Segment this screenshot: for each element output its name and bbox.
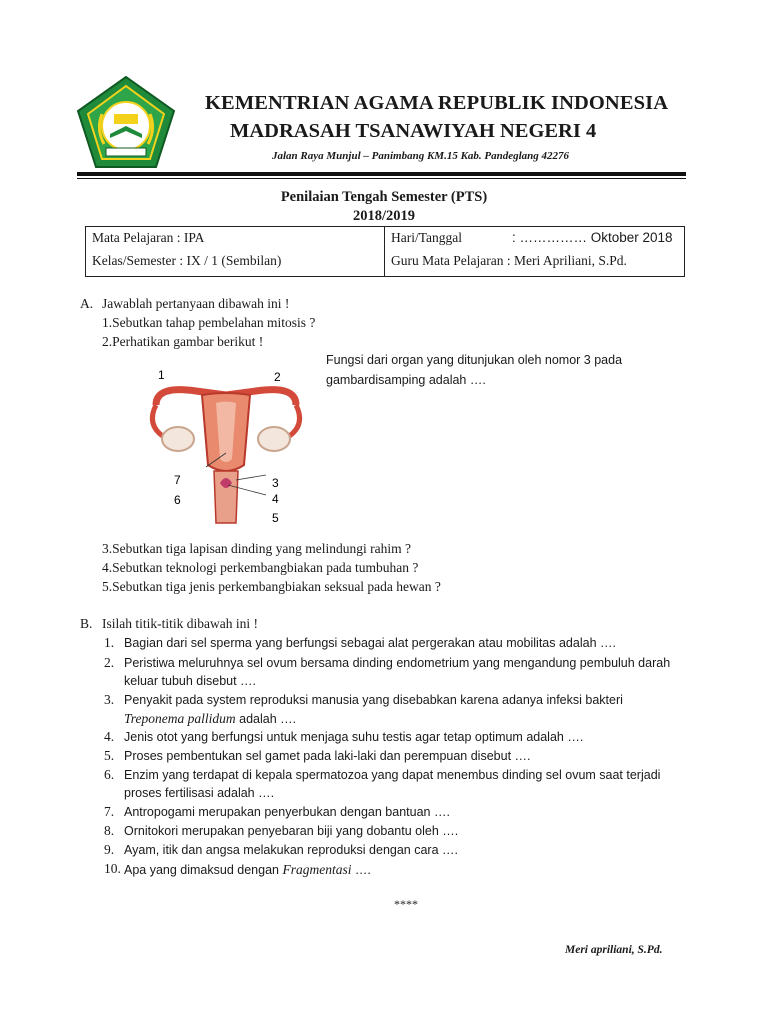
question-a5: 5.Sebutkan tiga jenis perkembangbiakan seksual pada hewan ? bbox=[102, 579, 441, 594]
question-a1: 1.Sebutkan tahap pembelahan mitosis ? bbox=[102, 315, 316, 330]
ministry-heading: KEMENTRIAN AGAMA REPUBLIK INDONESIA bbox=[205, 92, 669, 114]
item-b2-number: 2. bbox=[104, 655, 115, 670]
day-value-cell: : …………… Oktober 2018 bbox=[512, 230, 673, 245]
item-b9-number: 9. bbox=[104, 842, 115, 857]
figure-label-1: 1 bbox=[158, 368, 165, 382]
school-heading: MADRASAH TSANAWIYAH NEGERI 4 bbox=[230, 120, 597, 142]
day-label-cell: Hari/Tanggal bbox=[391, 230, 463, 245]
teacher-cell: Guru Mata Pelajaran : Meri Apriliani, S.Pd. bbox=[391, 253, 627, 268]
uterus-figure bbox=[136, 355, 316, 531]
item-b3-species: Treponema pallidum bbox=[124, 711, 236, 726]
exam-info-table bbox=[85, 226, 685, 277]
item-b1-number: 1. bbox=[104, 635, 115, 650]
uterus-illustration bbox=[136, 355, 316, 531]
table-divider bbox=[384, 227, 385, 276]
exam-year: 2018/2019 bbox=[352, 208, 416, 224]
item-b3-suffix: adalah …. bbox=[235, 712, 297, 726]
section-a-letter: A. bbox=[80, 296, 94, 311]
question-a2-text-1: Fungsi dari organ yang ditunjukan oleh nomor 3 pada bbox=[326, 353, 623, 367]
item-b7-number: 7. bbox=[104, 804, 115, 819]
section-b-instruction: Isilah titik-titik dibawah ini ! bbox=[102, 616, 258, 631]
school-address: Jalan Raya Munjul – Panimbang KM.15 Kab. Pandeglang 42276 bbox=[272, 150, 570, 162]
item-b4-text: Jenis otot yang berfungsi untuk menjaga suhu testis agar tetap optimum adalah …. bbox=[124, 730, 584, 744]
figure-label-6: 6 bbox=[174, 493, 181, 507]
header-rule-thick bbox=[77, 172, 686, 176]
end-marker: **** bbox=[394, 897, 418, 911]
subject-cell: Mata Pelajaran : IPA bbox=[92, 230, 205, 245]
question-a2-text-2: gambardisamping adalah …. bbox=[326, 373, 486, 387]
figure-label-5: 5 bbox=[272, 511, 279, 525]
item-b1-text: Bagian dari sel sperma yang berfungsi sebagai alat pergerakan atau mobilitas adalah …. bbox=[124, 636, 616, 650]
question-a3: 3.Sebutkan tiga lapisan dinding yang melindungi rahim ? bbox=[102, 541, 411, 556]
item-b3-number: 3. bbox=[104, 692, 115, 707]
item-b6-text-cont: proses fertilisasi adalah …. bbox=[124, 786, 275, 800]
item-b3-text: Penyakit pada system reproduksi manusia yang disebabkan karena adanya infeksi bakteri bbox=[124, 693, 623, 707]
figure-label-2: 2 bbox=[274, 370, 281, 384]
item-b5-text: Proses pembentukan sel gamet pada laki-laki dan perempuan disebut …. bbox=[124, 749, 531, 763]
item-b3-text-cont bbox=[124, 711, 296, 727]
item-b4-number: 4. bbox=[104, 729, 115, 744]
item-b10-text bbox=[124, 862, 371, 878]
item-b2-text: Peristiwa meluruhnya sel ovum bersama dinding endometrium yang mengandung pembuluh darah bbox=[124, 656, 671, 670]
teacher-signature: Meri apriliani, S.Pd. bbox=[565, 944, 663, 956]
question-a2: 2.Perhatikan gambar berikut ! bbox=[102, 334, 264, 349]
section-b-letter: B. bbox=[80, 616, 93, 631]
item-b5-number: 5. bbox=[104, 748, 115, 763]
item-b10-prefix: Apa yang dimaksud dengan bbox=[124, 863, 283, 877]
item-b2-text-cont: keluar tubuh disebut …. bbox=[124, 674, 257, 688]
item-b9-text: Ayam, itik dan angsa melakukan reproduksi dengan cara …. bbox=[124, 843, 458, 857]
kemenag-logo-graphic bbox=[74, 74, 178, 170]
header-rule-thin bbox=[77, 178, 686, 179]
item-b8-number: 8. bbox=[104, 823, 115, 838]
section-a-instruction: Jawablah pertanyaan dibawah ini ! bbox=[102, 296, 290, 311]
item-b7-text: Antropogami merupakan penyerbukan dengan bantuan …. bbox=[124, 805, 450, 819]
figure-label-3: 3 bbox=[272, 476, 279, 490]
kemenag-logo bbox=[74, 74, 178, 170]
item-b8-text: Ornitokori merupakan penyebaran biji yang dobantu oleh …. bbox=[124, 824, 459, 838]
item-b10-suffix: …. bbox=[351, 863, 371, 877]
item-b10-number: 10. bbox=[104, 861, 121, 876]
class-cell: Kelas/Semester : IX / 1 (Sembilan) bbox=[92, 253, 282, 268]
figure-label-7: 7 bbox=[174, 473, 181, 487]
exam-title: Penilaian Tengah Semester (PTS) bbox=[280, 189, 488, 205]
item-b10-term: Fragmentasi bbox=[282, 862, 352, 877]
question-a4: 4.Sebutkan teknologi perkembangbiakan pada tumbuhan ? bbox=[102, 560, 419, 575]
item-b6-number: 6. bbox=[104, 767, 115, 782]
figure-label-4: 4 bbox=[272, 492, 279, 506]
item-b6-text: Enzim yang terdapat di kepala spermatozoa yang dapat menembus dinding sel ovum saat terjadi bbox=[124, 768, 661, 782]
